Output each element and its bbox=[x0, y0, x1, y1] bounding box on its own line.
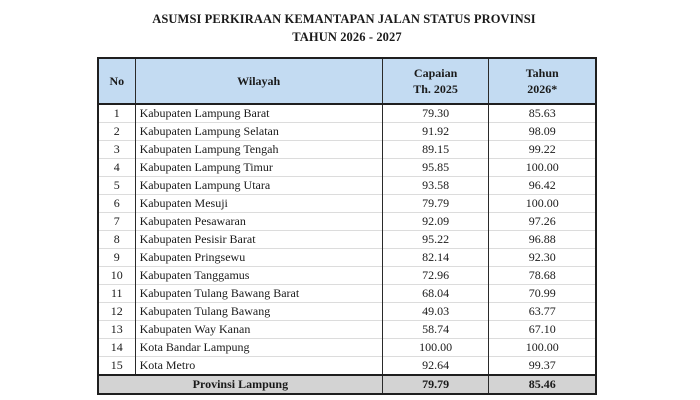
table-row bbox=[98, 321, 596, 339]
row-wilayah: Kota Bandar Lampung bbox=[135, 339, 382, 357]
header-capaian-line1: Capaian bbox=[413, 66, 458, 80]
row-tahun-2026: 99.37 bbox=[489, 357, 596, 376]
table-row bbox=[98, 195, 596, 213]
header-tahun-line1: Tahun bbox=[525, 66, 559, 80]
table-row bbox=[98, 177, 596, 195]
row-tahun-2026: 70.99 bbox=[489, 285, 596, 303]
row-no: 14 bbox=[98, 339, 135, 357]
row-wilayah: Kabupaten Lampung Utara bbox=[135, 177, 382, 195]
row-wilayah: Kabupaten Pesisir Barat bbox=[135, 231, 382, 249]
table-row bbox=[98, 141, 596, 159]
row-capaian-2025: 49.03 bbox=[382, 303, 489, 321]
row-no: 3 bbox=[98, 141, 135, 159]
row-no: 6 bbox=[98, 195, 135, 213]
road-stability-table bbox=[97, 57, 597, 395]
row-tahun-2026: 100.00 bbox=[489, 195, 596, 213]
header-capaian bbox=[382, 58, 489, 104]
row-capaian-2025: 58.74 bbox=[382, 321, 489, 339]
table-total-row bbox=[98, 375, 596, 394]
header-no: No bbox=[98, 58, 135, 104]
row-tahun-2026: 92.30 bbox=[489, 249, 596, 267]
row-wilayah: Kota Metro bbox=[135, 357, 382, 376]
row-capaian-2025: 95.85 bbox=[382, 159, 489, 177]
row-tahun-2026: 97.26 bbox=[489, 213, 596, 231]
row-wilayah: Kabupaten Mesuji bbox=[135, 195, 382, 213]
row-capaian-2025: 95.22 bbox=[382, 231, 489, 249]
row-no: 1 bbox=[98, 104, 135, 123]
row-tahun-2026: 100.00 bbox=[489, 159, 596, 177]
row-no: 15 bbox=[98, 357, 135, 376]
document-title: ASUMSI PERKIRAAN KEMANTAPAN JALAN STATUS PROVINSI bbox=[152, 12, 536, 26]
row-no: 10 bbox=[98, 267, 135, 285]
table-header-row bbox=[98, 58, 596, 104]
table-row bbox=[98, 285, 596, 303]
row-tahun-2026: 96.42 bbox=[489, 177, 596, 195]
row-capaian-2025: 68.04 bbox=[382, 285, 489, 303]
row-capaian-2025: 82.14 bbox=[382, 249, 489, 267]
row-no: 9 bbox=[98, 249, 135, 267]
row-no: 12 bbox=[98, 303, 135, 321]
row-wilayah: Kabupaten Pesawaran bbox=[135, 213, 382, 231]
total-label: Provinsi Lampung bbox=[98, 375, 382, 394]
row-capaian-2025: 92.09 bbox=[382, 213, 489, 231]
table-body bbox=[98, 104, 596, 375]
row-tahun-2026: 85.63 bbox=[489, 104, 596, 123]
row-no: 5 bbox=[98, 177, 135, 195]
row-tahun-2026: 63.77 bbox=[489, 303, 596, 321]
table-row bbox=[98, 267, 596, 285]
table-row bbox=[98, 303, 596, 321]
row-no: 4 bbox=[98, 159, 135, 177]
document-subtitle: TAHUN 2026 - 2027 bbox=[292, 30, 402, 44]
row-no: 7 bbox=[98, 213, 135, 231]
header-tahun bbox=[489, 58, 596, 104]
header-capaian-line2: Th. 2025 bbox=[413, 82, 458, 96]
row-capaian-2025: 72.96 bbox=[382, 267, 489, 285]
header-tahun-line2: 2026* bbox=[527, 82, 558, 96]
table-row bbox=[98, 123, 596, 141]
row-wilayah: Kabupaten Tulang Bawang Barat bbox=[135, 285, 382, 303]
row-no: 13 bbox=[98, 321, 135, 339]
row-no: 2 bbox=[98, 123, 135, 141]
row-wilayah: Kabupaten Tulang Bawang bbox=[135, 303, 382, 321]
table-row bbox=[98, 231, 596, 249]
table-row bbox=[98, 357, 596, 376]
row-tahun-2026: 67.10 bbox=[489, 321, 596, 339]
total-tahun-2026: 85.46 bbox=[489, 375, 596, 394]
row-capaian-2025: 79.30 bbox=[382, 104, 489, 123]
row-capaian-2025: 100.00 bbox=[382, 339, 489, 357]
row-capaian-2025: 79.79 bbox=[382, 195, 489, 213]
header-wilayah: Wilayah bbox=[135, 58, 382, 104]
row-tahun-2026: 78.68 bbox=[489, 267, 596, 285]
row-wilayah: Kabupaten Way Kanan bbox=[135, 321, 382, 339]
row-no: 8 bbox=[98, 231, 135, 249]
row-capaian-2025: 92.64 bbox=[382, 357, 489, 376]
total-capaian-2025: 79.79 bbox=[382, 375, 489, 394]
row-wilayah: Kabupaten Lampung Timur bbox=[135, 159, 382, 177]
row-tahun-2026: 98.09 bbox=[489, 123, 596, 141]
table-row bbox=[98, 339, 596, 357]
row-wilayah: Kabupaten Lampung Selatan bbox=[135, 123, 382, 141]
row-tahun-2026: 99.22 bbox=[489, 141, 596, 159]
row-tahun-2026: 96.88 bbox=[489, 231, 596, 249]
row-wilayah: Kabupaten Pringsewu bbox=[135, 249, 382, 267]
row-wilayah: Kabupaten Lampung Tengah bbox=[135, 141, 382, 159]
row-wilayah: Kabupaten Lampung Barat bbox=[135, 104, 382, 123]
table-row bbox=[98, 159, 596, 177]
row-capaian-2025: 91.92 bbox=[382, 123, 489, 141]
table-row bbox=[98, 249, 596, 267]
row-capaian-2025: 93.58 bbox=[382, 177, 489, 195]
table-row bbox=[98, 213, 596, 231]
row-wilayah: Kabupaten Tanggamus bbox=[135, 267, 382, 285]
row-tahun-2026: 100.00 bbox=[489, 339, 596, 357]
row-capaian-2025: 89.15 bbox=[382, 141, 489, 159]
row-no: 11 bbox=[98, 285, 135, 303]
table-row bbox=[98, 104, 596, 123]
